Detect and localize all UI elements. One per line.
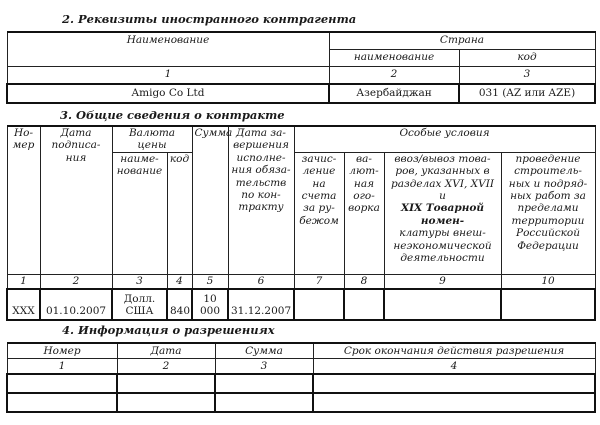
currency-code: 840 <box>167 289 192 320</box>
construction-cell <box>501 289 595 320</box>
empty-cell <box>117 374 215 393</box>
col-number: 1 <box>7 359 117 375</box>
col-number: 2 <box>329 67 459 85</box>
counterparty-name: Amigo Co Ltd <box>7 84 329 103</box>
header-currency-code: код <box>167 152 192 274</box>
empty-cell <box>215 393 313 412</box>
contract-sum: 10 000 <box>192 289 228 320</box>
header-country: Страна <box>329 32 595 50</box>
header-permit-expiry: Срок окончания действия разрешения <box>313 343 595 359</box>
header-country-name: наименование <box>329 50 459 67</box>
col-number: 4 <box>167 274 192 289</box>
col-number: 5 <box>192 274 228 289</box>
header-country-code: код <box>459 50 595 67</box>
empty-cell <box>7 393 117 412</box>
currency-name: Долл. США <box>112 289 167 320</box>
import-cell <box>384 289 501 320</box>
col-number: 3 <box>112 274 167 289</box>
col-number: 1 <box>7 274 40 289</box>
reservation-cell <box>344 289 384 320</box>
col-number: 2 <box>40 274 112 289</box>
empty-cell <box>117 393 215 412</box>
col-number: 7 <box>294 274 344 289</box>
col-number: 6 <box>228 274 294 289</box>
header-reservation: ва- лют- ная ого- ворка <box>344 152 384 274</box>
contract-number: XXX <box>7 289 40 320</box>
col-number: 1 <box>7 67 329 85</box>
col-number: 2 <box>117 359 215 375</box>
header-sum: Сумма <box>192 126 228 274</box>
col-number: 3 <box>459 67 595 85</box>
col-number: 8 <box>344 274 384 289</box>
header-credit: зачис- ление на счета за ру- бежом <box>294 152 344 274</box>
empty-cell <box>215 374 313 393</box>
counterparty-table <box>6 31 596 104</box>
empty-cell <box>313 393 595 412</box>
contract-end-date: 31.12.2007 <box>228 289 294 320</box>
col-number: 3 <box>215 359 313 375</box>
col-number: 4 <box>313 359 595 375</box>
header-name: Наименование <box>7 32 329 67</box>
header-construction: проведение строитель- ных и подряд- ных работ за пределами территории Российской Федерации <box>501 152 595 274</box>
contract-table <box>6 125 596 321</box>
country-code: 031 (AZ или AZE) <box>459 84 595 103</box>
header-import-pre: ввоз/вывоз това- ров, указанных в разделах XVI, XVII и <box>390 152 495 203</box>
section2-title: 2. Реквизиты иностранного контрагента <box>62 12 357 26</box>
header-permit-sum: Сумма <box>215 343 313 359</box>
header-import-post: клатуры внеш- неэкономической деятельности <box>393 227 492 265</box>
empty-cell <box>313 374 595 393</box>
header-permit-number: Номер <box>7 343 117 359</box>
header-currency-name: наиме- нование <box>112 152 167 274</box>
header-date: Дата подписа- ния <box>40 126 112 274</box>
empty-cell <box>7 374 117 393</box>
credit-cell <box>294 289 344 320</box>
header-special: Особые условия <box>294 126 595 152</box>
header-number: Но- мер <box>7 126 40 274</box>
header-permit-date: Дата <box>117 343 215 359</box>
section3-title: 3. Общие сведения о контракте <box>60 108 285 122</box>
col-number: 9 <box>384 274 501 289</box>
header-currency: Валюта цены <box>112 126 192 152</box>
header-import <box>384 152 501 274</box>
col-number: 10 <box>501 274 595 289</box>
contract-date: 01.10.2007 <box>40 289 112 320</box>
country-name: Азербайджан <box>329 84 459 103</box>
header-import-bold: XIX Товарной номен- <box>400 202 484 227</box>
header-end-date: Дата за- вершения исполне- ния обяза- тельств по кон- тракту <box>228 126 294 274</box>
section4-title: 4. Информация о разрешениях <box>62 323 275 337</box>
permits-table <box>6 342 596 413</box>
